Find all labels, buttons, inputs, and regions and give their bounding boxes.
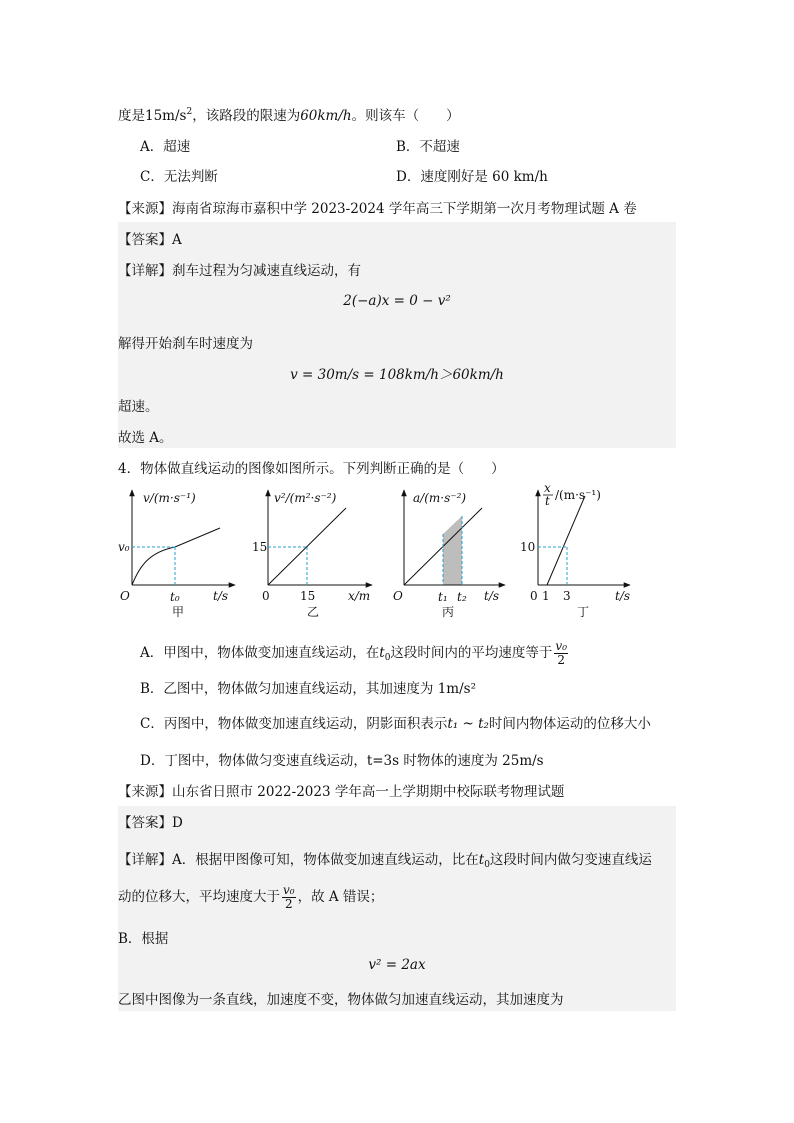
choice-line: 故选 A。	[118, 430, 173, 446]
q4-option-b: B．乙图中，物体做匀加速直线运动，其加速度为 1m/s²	[140, 681, 476, 697]
graph-ding-ytick: 10	[520, 540, 536, 554]
detail-line: 解得开始刹车时速度为	[118, 336, 253, 352]
graph-ding-xlabel: t/s	[615, 589, 631, 603]
graph-yi-xtick: 15	[300, 589, 316, 603]
graph-jia-xtick: t₀	[170, 590, 180, 604]
speed-limit-value: 60km/h	[300, 108, 352, 124]
graph-ding-origin: 0	[530, 589, 538, 603]
graph-jia	[118, 490, 235, 619]
option-d: D．速度刚好是 60 km/h	[396, 169, 548, 185]
option-a: A．超速	[140, 139, 191, 155]
graph-bing-xlabel: t/s	[484, 589, 500, 603]
graphs-figure	[110, 480, 650, 625]
graph-jia-ytick: v₀	[118, 540, 130, 554]
graph-yi	[252, 490, 372, 619]
graph-bing-origin: O	[393, 589, 403, 603]
detail-line: B．根据	[118, 931, 169, 947]
q4-option-c: C．丙图中，物体做变加速直线运动，阴影面积表示t₁ ~ t₂时间内物体运动的位移大小	[140, 716, 651, 732]
graph-ding-ylabel: /(m·s⁻¹)	[555, 488, 601, 502]
graph-bing	[393, 490, 505, 619]
graph-bing-ylabel: a/(m·s⁻²)	[413, 491, 467, 505]
q4-option-d: D．丁图中，物体做匀变速直线运动，t=3s 时物体的速度为 25m/s	[140, 753, 544, 769]
decel-value: $15m/s^2$	[145, 107, 193, 124]
graph-bing-xtick2: t₂	[457, 590, 467, 604]
graph-ding-xtick2: 3	[563, 589, 571, 603]
option-b: B．不超速	[396, 139, 460, 155]
graph-bing-caption: 丙	[442, 605, 455, 619]
graph-yi-ytick: 15	[252, 540, 268, 554]
graph-yi-ylabel: v²/(m²·s⁻²)	[274, 491, 337, 505]
graph-ding-caption: 丁	[577, 605, 590, 619]
graph-jia-origin: O	[120, 589, 130, 603]
graph-yi-caption: 乙	[307, 605, 320, 619]
equation-3: v² = 2ax	[368, 957, 426, 973]
answer-line: 【答案】A	[118, 232, 182, 248]
question-stem-continuation: 度是$15m/s^2$，该路段的限速为60km/h。则该车（ ）	[118, 107, 460, 124]
source-line: 【来源】海南省琼海市嘉积中学 2023-2024 学年高三下学期第一次月考物理试题 A 卷	[118, 201, 637, 217]
source-line: 【来源】山东省日照市 2022-2023 学年高一上学期期中校际联考物理试题	[118, 784, 565, 800]
conclusion-line: 超速。	[118, 399, 159, 415]
graph-ding-xtick1: 1	[542, 589, 550, 603]
graph-jia-ylabel: v/(m·s⁻¹)	[143, 491, 196, 505]
graph-ding-ylabel-den: t	[545, 494, 550, 508]
graph-ding	[520, 481, 630, 619]
graph-ding-ylabel-num: x	[544, 481, 551, 495]
q4-option-a: A．甲图中，物体做变加速直线运动，在$t_0$这段时间内的平均速度等于 $\frac{\text{v₀}}{2}$	[140, 639, 568, 667]
fraction: $\frac{\text{v₀}}{2}$	[555, 639, 568, 667]
detail-line: 动的位移大，平均速度大于 $\frac{\text{v₀}}{2}$ ，故 A 错误；	[118, 883, 384, 911]
detail-line: 【详解】A．根据甲图像可知，物体做变加速直线运动，比在$t_0$这段时间内做匀变速直线运	[118, 852, 652, 870]
graph-jia-xlabel: t/s	[213, 589, 229, 603]
equation-2: v = 30m/s = 108km/h＞60km/h	[290, 367, 504, 383]
option-c: C．无法判断	[140, 169, 218, 185]
detail-line: 【详解】刹车过程为匀减速直线运动，有	[118, 263, 361, 279]
graph-jia-caption: 甲	[172, 605, 185, 619]
graph-bing-xtick1: t₁	[438, 590, 448, 604]
graph-yi-origin: 0	[262, 589, 270, 603]
answer-line: 【答案】D	[118, 815, 183, 831]
fraction: $\frac{\text{v₀}}{2}$	[283, 883, 295, 911]
question-4-stem: 4．物体做直线运动的图像如图所示。下列判断正确的是（ ）	[118, 461, 505, 477]
graph-yi-xlabel: x/m	[348, 589, 371, 603]
detail-line: 乙图中图像为一条直线，加速度不变，物体做匀加速直线运动，其加速度为	[118, 992, 564, 1008]
equation-1: 2(−a)x = 0 − v²	[343, 293, 451, 309]
